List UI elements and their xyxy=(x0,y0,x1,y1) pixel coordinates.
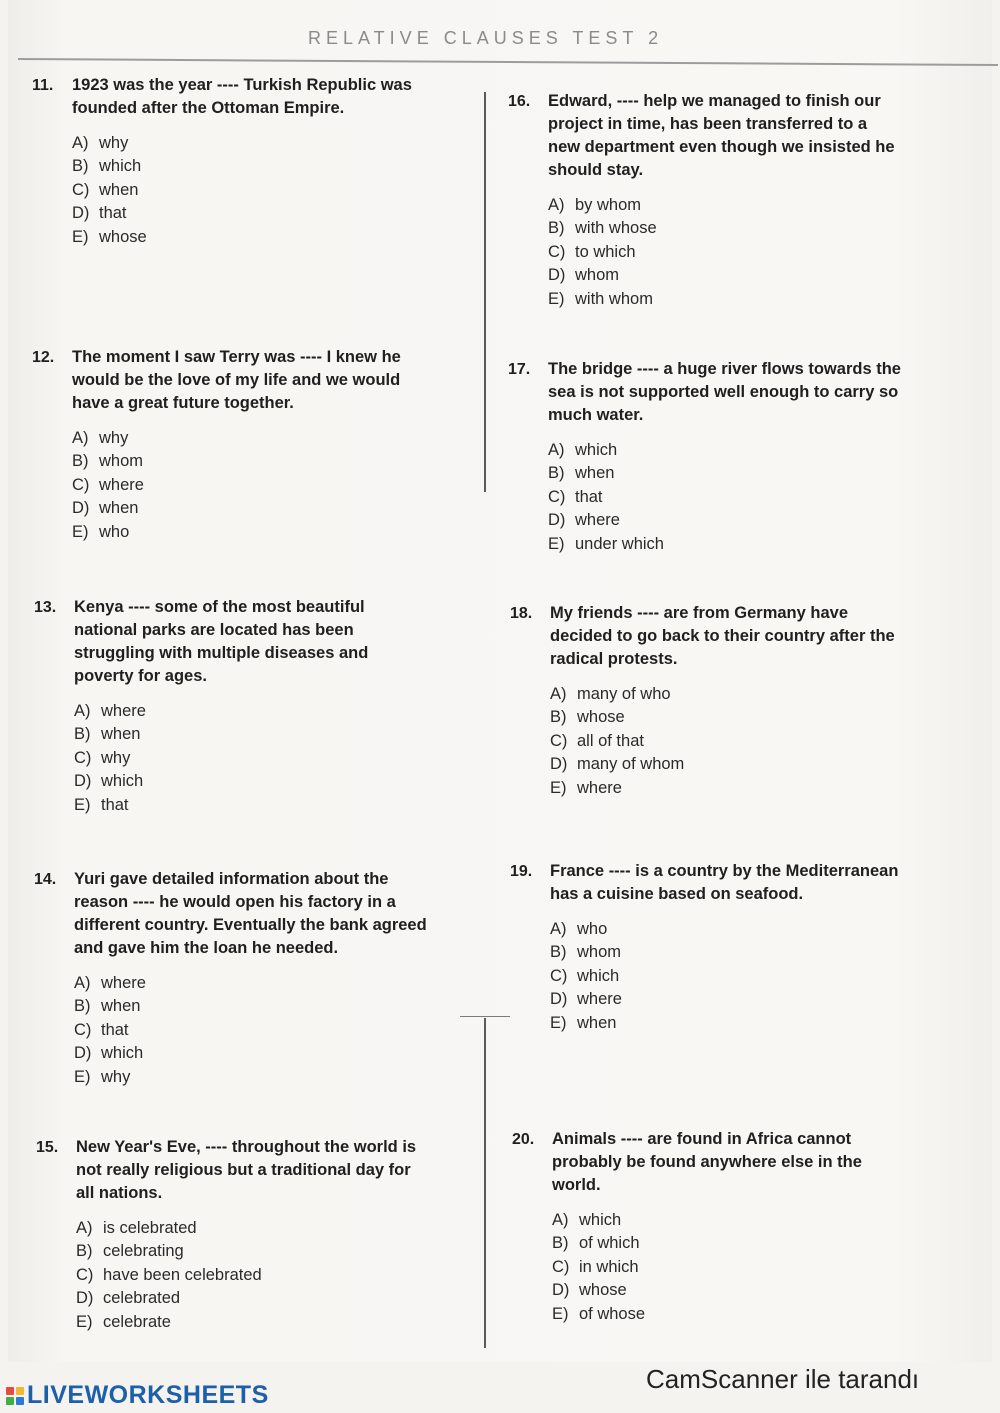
option-text: that xyxy=(575,487,603,506)
question-text: The moment I saw Terry was ---- I knew he would be the love of my life and we would have a great future together. xyxy=(72,348,401,412)
option-text: celebrated xyxy=(103,1289,181,1308)
answer-option[interactable] xyxy=(74,972,429,995)
logo-square xyxy=(6,1387,14,1395)
question-stem xyxy=(34,596,429,688)
answer-options xyxy=(74,972,429,1089)
option-text: where xyxy=(575,511,620,530)
option-letter: E) xyxy=(548,534,565,553)
scanner-watermark: CamScanner ile tarandı xyxy=(646,1364,920,1394)
question-text: France ---- is a country by the Mediterranean has a cuisine based on seafood. xyxy=(550,862,899,903)
option-letter: A) xyxy=(74,974,91,992)
option-letter: A) xyxy=(74,702,91,720)
option-text: who xyxy=(577,920,608,938)
option-letter: A) xyxy=(72,134,89,152)
option-text: when xyxy=(99,180,139,199)
answer-options xyxy=(72,427,427,544)
option-text: where xyxy=(577,990,622,1009)
option-letter: C) xyxy=(550,731,568,750)
option-text: whom xyxy=(99,452,144,471)
answer-option[interactable] xyxy=(74,1019,429,1042)
answer-option[interactable] xyxy=(550,965,905,988)
answer-option[interactable] xyxy=(76,1287,431,1310)
option-letter: C) xyxy=(548,487,566,506)
option-letter: E) xyxy=(72,227,89,246)
option-text: when xyxy=(101,725,141,744)
option-letter: C) xyxy=(72,475,90,494)
divider-tick xyxy=(460,1016,510,1017)
option-letter: A) xyxy=(548,441,565,459)
answer-option[interactable] xyxy=(552,1303,907,1326)
question-17 xyxy=(508,358,903,556)
option-text: when xyxy=(575,464,615,483)
option-letter: B) xyxy=(72,452,89,471)
option-text: whom xyxy=(577,943,622,962)
option-text: which xyxy=(579,1211,622,1229)
answer-option[interactable] xyxy=(72,202,427,225)
option-text: which xyxy=(99,157,142,176)
option-letter: D) xyxy=(76,1289,94,1308)
answer-option[interactable] xyxy=(76,1217,431,1240)
answer-options xyxy=(552,1209,907,1326)
answer-options xyxy=(548,439,903,556)
option-text: celebrating xyxy=(103,1242,184,1261)
option-text: is celebrated xyxy=(103,1219,197,1237)
answer-option[interactable] xyxy=(76,1264,431,1287)
answer-option[interactable] xyxy=(552,1209,907,1232)
column-divider xyxy=(484,92,486,492)
question-19 xyxy=(510,860,905,1035)
question-number: 11. xyxy=(32,77,54,94)
option-letter: E) xyxy=(552,1304,569,1323)
option-text: why xyxy=(101,748,131,767)
option-text: why xyxy=(101,1067,131,1086)
answer-option[interactable] xyxy=(550,1012,905,1035)
option-letter: D) xyxy=(550,990,568,1009)
option-text: to which xyxy=(575,242,636,261)
question-number: 20. xyxy=(512,1131,535,1148)
option-text: that xyxy=(101,795,129,814)
answer-option[interactable] xyxy=(548,533,903,556)
question-text: Kenya ---- some of the most beautiful national parks are located has been struggling with multiple diseases and poverty for ages. xyxy=(74,598,369,685)
answer-option[interactable] xyxy=(548,439,903,462)
option-text: with whom xyxy=(575,289,653,308)
option-letter: D) xyxy=(72,499,90,518)
option-text: when xyxy=(99,499,139,518)
question-12 xyxy=(32,346,427,544)
answer-option[interactable] xyxy=(550,777,905,800)
option-letter: D) xyxy=(552,1281,570,1300)
logo-text: LIVEWORKSHEETS xyxy=(27,1381,269,1409)
answer-option[interactable] xyxy=(72,497,427,520)
option-text: in which xyxy=(579,1257,639,1276)
option-letter: C) xyxy=(76,1265,94,1284)
answer-option[interactable] xyxy=(76,1240,431,1263)
answer-option[interactable] xyxy=(74,747,429,770)
option-text: whose xyxy=(577,708,625,727)
answer-option[interactable] xyxy=(548,241,903,264)
answer-option[interactable] xyxy=(552,1279,907,1302)
question-stem xyxy=(510,602,905,671)
question-number: 12. xyxy=(32,349,55,366)
answer-option[interactable] xyxy=(550,730,905,753)
answer-option[interactable] xyxy=(72,427,427,450)
answer-option[interactable] xyxy=(548,486,903,509)
option-letter: C) xyxy=(548,242,566,261)
question-stem xyxy=(36,1136,431,1205)
option-text: with whose xyxy=(575,219,657,238)
option-letter: B) xyxy=(76,1242,93,1261)
answer-option[interactable] xyxy=(74,1066,429,1089)
option-letter: B) xyxy=(550,708,567,727)
question-16 xyxy=(508,90,903,311)
question-stem xyxy=(510,860,905,906)
question-stem xyxy=(32,346,427,415)
answer-option[interactable] xyxy=(552,1232,907,1255)
answer-option[interactable] xyxy=(74,995,429,1018)
option-text: where xyxy=(577,778,622,797)
option-text: which xyxy=(577,966,620,985)
logo-grid-icon xyxy=(6,1387,24,1405)
option-text: all of that xyxy=(577,731,644,750)
option-letter: C) xyxy=(74,748,92,767)
option-text: by whom xyxy=(575,196,642,214)
answer-option[interactable] xyxy=(548,462,903,485)
option-text: have been celebrated xyxy=(103,1265,262,1284)
option-text: many of who xyxy=(577,685,671,703)
option-text: of whose xyxy=(579,1304,646,1323)
option-letter: B) xyxy=(548,219,565,238)
column-divider xyxy=(484,1018,486,1348)
question-text: My friends ---- are from Germany have decided to go back to their country after the radical protests. xyxy=(550,604,895,668)
answer-option[interactable] xyxy=(550,918,905,941)
option-text: why xyxy=(99,134,129,152)
answer-option[interactable] xyxy=(72,474,427,497)
liveworksheets-logo[interactable] xyxy=(6,1381,269,1410)
option-letter: D) xyxy=(74,772,92,791)
question-stem xyxy=(34,868,429,960)
option-letter: B) xyxy=(74,997,91,1016)
answer-option[interactable] xyxy=(550,988,905,1011)
answer-option[interactable] xyxy=(552,1256,907,1279)
logo-square xyxy=(16,1387,24,1395)
option-text: why xyxy=(99,429,129,447)
option-text: where xyxy=(101,702,146,720)
answer-option[interactable] xyxy=(72,179,427,202)
logo-square xyxy=(16,1397,24,1405)
question-number: 19. xyxy=(510,863,533,880)
option-letter: A) xyxy=(550,685,567,703)
question-text: Edward, ---- help we managed to finish our project in time, has been transferred to a new department even though we insisted he should stay. xyxy=(548,92,895,179)
option-letter: B) xyxy=(72,157,89,176)
option-letter: C) xyxy=(74,1020,92,1039)
worksheet-page xyxy=(8,0,992,1362)
option-text: under which xyxy=(575,534,664,553)
answer-option[interactable] xyxy=(548,194,903,217)
option-text: that xyxy=(99,204,127,223)
answer-options xyxy=(548,194,903,311)
option-letter: E) xyxy=(548,289,565,308)
option-letter: E) xyxy=(76,1312,93,1331)
answer-options xyxy=(76,1217,431,1334)
answer-option[interactable] xyxy=(74,770,429,793)
option-letter: E) xyxy=(550,778,567,797)
answer-option[interactable] xyxy=(72,226,427,249)
answer-option[interactable] xyxy=(548,217,903,240)
option-letter: C) xyxy=(552,1257,570,1276)
answer-option[interactable] xyxy=(550,753,905,776)
answer-option[interactable] xyxy=(72,132,427,155)
question-text: Animals ---- are found in Africa cannot probably be found anywhere else in the world. xyxy=(552,1130,862,1194)
option-letter: D) xyxy=(74,1044,92,1063)
option-text: that xyxy=(101,1020,129,1039)
option-text: whom xyxy=(575,266,620,285)
option-text: of which xyxy=(579,1234,640,1253)
option-text: when xyxy=(101,997,141,1016)
question-stem xyxy=(32,74,427,120)
option-letter: D) xyxy=(548,266,566,285)
header-rule xyxy=(18,58,998,66)
option-text: when xyxy=(577,1013,617,1032)
question-text: The bridge ---- a huge river flows towards the sea is not supported well enough to carry so much water. xyxy=(548,360,901,424)
option-letter: A) xyxy=(552,1211,569,1229)
question-20 xyxy=(512,1128,907,1326)
answer-option[interactable] xyxy=(548,509,903,532)
option-letter: E) xyxy=(74,1067,91,1086)
option-text: which xyxy=(101,772,144,791)
option-letter: C) xyxy=(550,966,568,985)
option-letter: D) xyxy=(72,204,90,223)
answer-option[interactable] xyxy=(72,450,427,473)
answer-option[interactable] xyxy=(550,941,905,964)
option-letter: A) xyxy=(550,920,567,938)
answer-option[interactable] xyxy=(76,1311,431,1334)
question-text: Yuri gave detailed information about the reason ---- he would open his factory in a different country. Eventually the bank agreed and gave him the loan he needed. xyxy=(74,870,427,957)
question-14 xyxy=(34,868,429,1089)
option-letter: A) xyxy=(72,429,89,447)
option-letter: B) xyxy=(552,1234,569,1253)
option-letter: E) xyxy=(550,1013,567,1032)
answer-options xyxy=(550,918,905,1035)
answer-option[interactable] xyxy=(550,706,905,729)
option-letter: D) xyxy=(548,511,566,530)
page-title: RELATIVE CLAUSES TEST 2 xyxy=(308,28,664,48)
question-stem xyxy=(508,358,903,427)
question-15 xyxy=(36,1136,431,1334)
answer-option[interactable] xyxy=(72,521,427,544)
question-number: 18. xyxy=(510,605,533,622)
answer-options xyxy=(72,132,427,249)
question-text: 1923 was the year ---- Turkish Republic was founded after the Ottoman Empire. xyxy=(72,76,412,117)
answer-option[interactable] xyxy=(548,288,903,311)
answer-options xyxy=(550,683,905,800)
answer-option[interactable] xyxy=(72,155,427,178)
option-letter: A) xyxy=(76,1219,93,1237)
option-text: which xyxy=(101,1044,144,1063)
option-text: where xyxy=(101,974,146,992)
option-letter: E) xyxy=(74,795,91,814)
option-text: who xyxy=(99,522,130,541)
answer-option[interactable] xyxy=(74,794,429,817)
question-number: 13. xyxy=(34,599,57,616)
answer-option[interactable] xyxy=(548,264,903,287)
question-stem xyxy=(512,1128,907,1197)
question-11 xyxy=(32,74,427,249)
question-text: New Year's Eve, ---- throughout the world is not really religious but a traditional day for all nations. xyxy=(76,1138,417,1202)
question-stem xyxy=(508,90,903,182)
option-text: where xyxy=(99,475,144,494)
option-text: celebrate xyxy=(103,1312,171,1331)
answer-options xyxy=(74,700,429,817)
option-letter: E) xyxy=(72,522,89,541)
option-text: many of whom xyxy=(577,755,685,774)
option-text: whose xyxy=(99,227,147,246)
answer-option[interactable] xyxy=(74,1042,429,1065)
option-letter: B) xyxy=(74,725,91,744)
option-letter: A) xyxy=(548,196,565,214)
logo-square xyxy=(6,1397,14,1405)
question-number: 17. xyxy=(508,361,531,378)
question-18 xyxy=(510,602,905,800)
option-text: which xyxy=(575,441,618,459)
question-13 xyxy=(34,596,429,817)
option-letter: C) xyxy=(72,180,90,199)
option-letter: D) xyxy=(550,755,568,774)
answer-option[interactable] xyxy=(550,683,905,706)
answer-option[interactable] xyxy=(74,723,429,746)
option-text: whose xyxy=(579,1281,627,1300)
answer-option[interactable] xyxy=(74,700,429,723)
question-number: 15. xyxy=(36,1139,59,1156)
question-number: 14. xyxy=(34,871,57,888)
question-number: 16. xyxy=(508,93,531,110)
option-letter: B) xyxy=(550,943,567,962)
option-letter: B) xyxy=(548,464,565,483)
